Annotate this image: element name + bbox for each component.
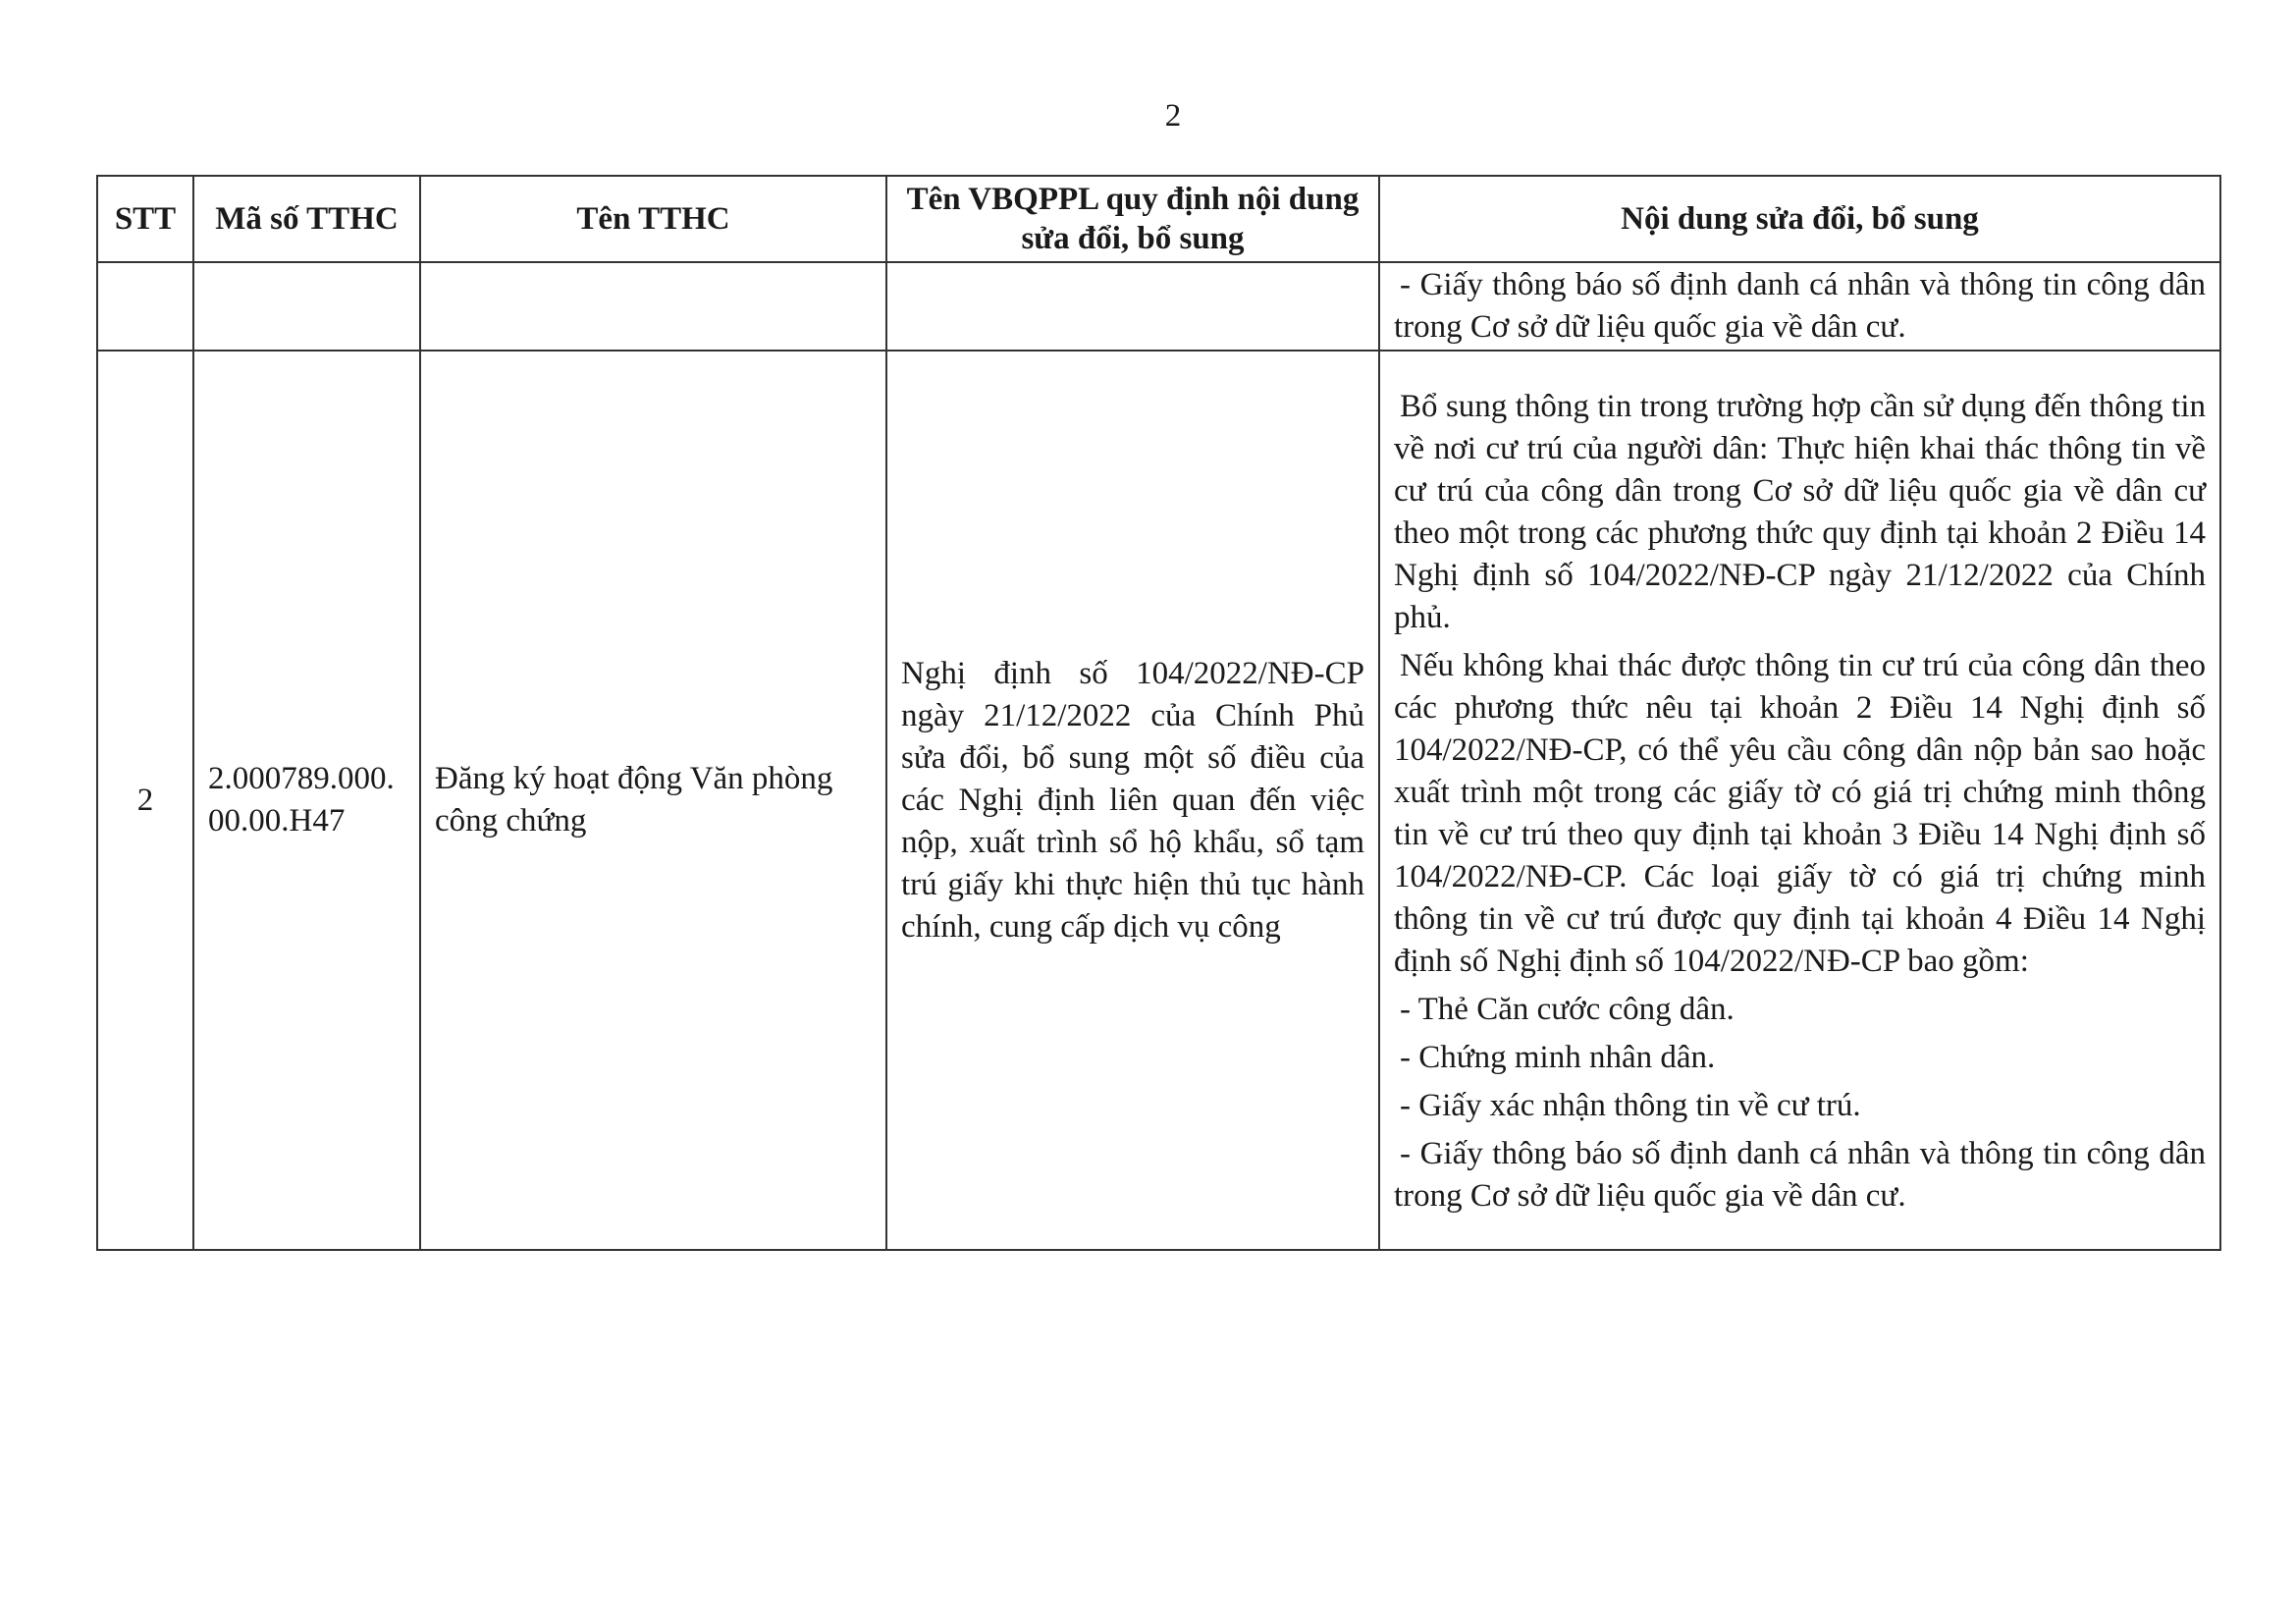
noi-dung-paragraph: Nếu không khai thác được thông tin cư trú của công dân theo các phương thức nêu tại khoản 2 Điều 14 Nghị định số 104/2022/NĐ-CP, có thể yêu cầu công dân nộp bản sao hoặc xuất trình một trong các giấy tờ có giá trị chứng minh thông tin về cư trú theo quy định tại khoản 3 Điều 14 Nghị định số 104/2022/NĐ-CP. Các loại giấy tờ có giá trị chứng minh thông tin về cư trú được quy định tại khoản 4 Điều 14 Nghị định số Nghị định số 104/2022/NĐ-CP bao gồm: (1394, 647, 2206, 979)
header-stt: STT (97, 176, 193, 262)
cell-ten-vbqppl: Nghị định số 104/2022/NĐ-CP ngày 21/12/2022 của Chính Phủ sửa đổi, bổ sung một số điều của các Nghị định liên quan đến việc nộp, xuất trình sổ hộ khẩu, sổ tạm trú giấy khi thực hiện thủ tục hành chính, cung cấp dịch vụ công (886, 351, 1379, 1250)
procedure-table (96, 175, 2221, 1251)
noi-dung-bullet: - Thẻ Căn cước công dân. (1400, 991, 1735, 1027)
table-header-row (97, 176, 2220, 262)
header-ten-tthc: Tên TTHC (420, 176, 886, 262)
noi-dung-bullet: - Giấy thông báo số định danh cá nhân và thông tin công dân trong Cơ sở dữ liệu quốc gia về dân cư. (1394, 1135, 2206, 1214)
header-ma-so: Mã số TTHC (193, 176, 420, 262)
header-ten-vbqppl: Tên VBQPPL quy định nội dung sửa đổi, bổ sung (886, 176, 1379, 262)
cell-stt (97, 262, 193, 351)
table-row-continuation (97, 262, 2220, 351)
cell-noi-dung (1379, 351, 2220, 1250)
header-noi-dung: Nội dung sửa đổi, bổ sung (1379, 176, 2220, 262)
noi-dung-paragraph: Bổ sung thông tin trong trường hợp cần sử dụng đến thông tin về nơi cư trú của người dân: Thực hiện khai thác thông tin về cư trú của công dân trong Cơ sở dữ liệu quốc gia về dân cư theo một trong các phương thức quy định tại khoản 2 Điều 14 Nghị định số 104/2022/NĐ-CP ngày 21/12/2022 của Chính phủ. (1394, 388, 2206, 635)
noi-dung-bullet: - Giấy xác nhận thông tin về cư trú. (1400, 1087, 1861, 1123)
page-number: 2 (1164, 98, 1182, 134)
noi-dung-paragraph: - Giấy thông báo số định danh cá nhân và thông tin công dân trong Cơ sở dữ liệu quốc gia về dân cư. (1394, 267, 2206, 345)
cell-ten-vbqppl (886, 262, 1379, 351)
table-row (97, 351, 2220, 1250)
cell-ten-tthc (420, 262, 886, 351)
ma-so-text: 2.000789.000.00.00.H47 (208, 761, 395, 839)
cell-noi-dung (1379, 262, 2220, 351)
cell-ma-so (193, 351, 420, 1250)
cell-ma-so (193, 262, 420, 351)
noi-dung-bullet: - Chứng minh nhân dân. (1400, 1039, 1716, 1075)
cell-stt: 2 (97, 351, 193, 1250)
cell-ten-tthc: Đăng ký hoạt động Văn phòng công chứng (420, 351, 886, 1250)
